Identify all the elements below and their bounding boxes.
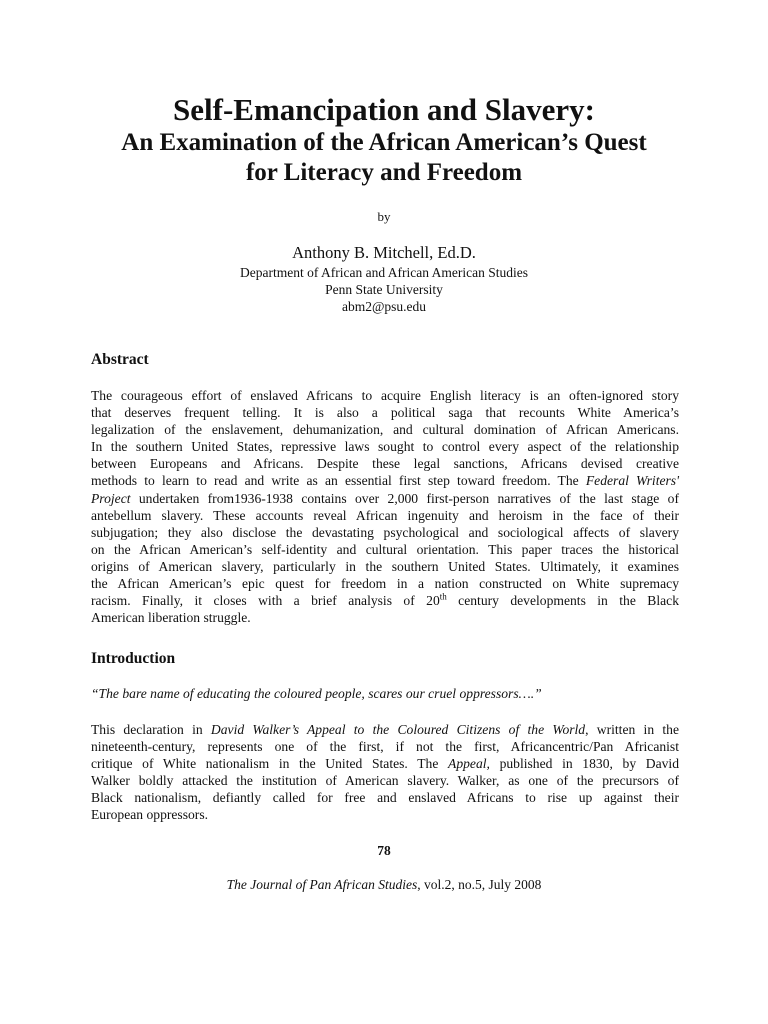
- abstract-line: American liberation struggle.: [91, 610, 251, 626]
- title-line-2: An Examination of the African American’s Quest: [121, 129, 647, 156]
- abstract-body: [91, 387, 679, 626]
- abstract-text: methods to learn to read and write as an essential first step toward freedom. The: [91, 473, 586, 489]
- intro-text: published in 1830, by David: [489, 756, 679, 772]
- introduction-body: [91, 721, 679, 824]
- intro-line: Black nationalism, defiantly called for free and enslaved Africans to rise up against their: [91, 790, 679, 806]
- abstract-italic-text: Project: [91, 490, 131, 506]
- abstract-line: that deserves frequent telling. It is also a political saga that recounts White America’s: [91, 405, 679, 421]
- intro-text: This declaration in: [91, 722, 211, 737]
- abstract-text: undertaken from1936-1938 contains over 2,000 first-person narratives of the last stage of: [130, 490, 679, 506]
- intro-italic-text: Appeal,: [448, 756, 490, 772]
- abstract-line: subjugation; they also disclose the devastating psychological and sociological affects of slavery: [91, 524, 679, 540]
- abstract-line: [91, 592, 679, 609]
- abstract-line: [91, 490, 679, 507]
- author-email: abm2@psu.edu: [341, 299, 427, 314]
- title-line-1: Self-Emancipation and Slavery:: [173, 92, 595, 127]
- author-affiliation: [0, 264, 768, 315]
- abstract-line: [91, 472, 679, 489]
- abstract-line: the African American’s epic quest for freedom in a nation constructed on White supremacy: [91, 576, 679, 592]
- intro-line: Walker boldly attacked the institution of American slavery. Walker, as one of the precursors of: [91, 773, 679, 789]
- intro-text: critique of White nationalism in the United States. The: [91, 756, 449, 772]
- abstract-line: between Europeans and Africans. Despite these legal sanctions, Africans devised creative: [91, 456, 679, 472]
- byline: by: [377, 209, 391, 224]
- abstract-line: origins of American slavery, particularly in the southern United States. Ultimately, it examines: [91, 558, 679, 574]
- intro-line: [91, 755, 679, 772]
- intro-text: , written in the: [585, 722, 679, 737]
- abstract-line: In the southern United States, repressive laws sought to control every aspect of the relationship: [91, 439, 679, 455]
- abstract-italic-text: Federal Writers': [585, 473, 679, 489]
- abstract-line: The courageous effort of enslaved Africans to acquire English literacy is an often-ignored story: [91, 388, 679, 403]
- abstract-heading: Abstract: [91, 351, 149, 368]
- page-number: 78: [377, 843, 391, 858]
- author-university: Penn State University: [325, 282, 443, 297]
- author-department: Department of African and African American Studies: [240, 265, 528, 280]
- introduction-heading: Introduction: [91, 650, 176, 667]
- journal-volume: , vol.2, no.5, July 2008: [417, 877, 542, 892]
- journal-title: The Journal of Pan African Studies: [226, 877, 418, 892]
- title-line-3: for Literacy and Freedom: [245, 159, 523, 186]
- abstract-text: century developments in the Black: [446, 593, 679, 609]
- intro-line: European oppressors.: [91, 807, 209, 823]
- ordinal-superscript: th: [439, 591, 447, 602]
- abstract-line: legalization of the enslavement, dehumanization, and cultural domination of African Americans.: [91, 422, 679, 438]
- journal-citation: [0, 877, 768, 893]
- abstract-text: racism. Finally, it closes with a brief analysis of 20: [91, 593, 440, 609]
- epigraph-quote: “The bare name of educating the coloured people, scares our cruel oppressors….”: [91, 686, 542, 701]
- intro-line: nineteenth-century, represents one of the first, if not the first, Africancentric/Pan Africanist: [91, 739, 679, 755]
- author-name: Anthony B. Mitchell, Ed.D.: [292, 243, 476, 262]
- abstract-line: on the African American’s self-identity and cultural orientation. This paper traces the historical: [91, 541, 679, 557]
- intro-line: [91, 721, 679, 738]
- intro-italic-text: David Walker’s Appeal to the Coloured Citizens of the World: [210, 722, 586, 737]
- paper-title: [40, 92, 728, 188]
- abstract-line: antebellum slavery. These accounts reveal African ingenuity and heroism in the face of their: [91, 507, 679, 523]
